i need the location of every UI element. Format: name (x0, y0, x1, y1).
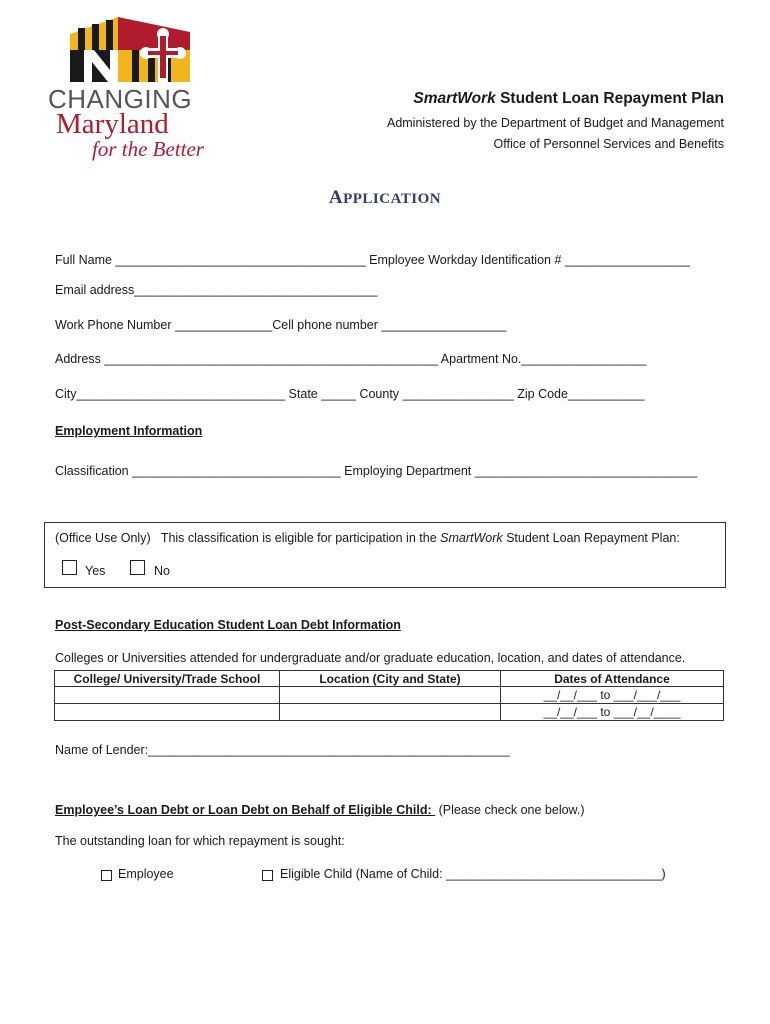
employee-label: Employee (118, 867, 174, 881)
table-row (55, 687, 724, 704)
classification-field[interactable]: Classification ______________________________ Employing Department ________________________________ (55, 464, 698, 478)
no-checkbox[interactable] (130, 560, 145, 578)
checkbox-icon (262, 870, 273, 881)
logo-changing-text: CHANGING (48, 84, 193, 114)
column-header-dates: Dates of Attendance (501, 671, 724, 687)
school-cell[interactable] (55, 704, 280, 721)
checkbox-icon (62, 560, 77, 575)
employment-heading: Employment Information (55, 424, 203, 438)
location-cell[interactable] (280, 704, 501, 721)
address-field[interactable]: Address ________________________________________________ Apartment No.__________________ (55, 352, 647, 366)
checkbox-icon (130, 560, 145, 575)
office-use-italic: SmartWork (440, 531, 503, 545)
checkbox-icon (101, 870, 112, 881)
application-heading (0, 187, 770, 209)
office-use-suffix: Student Loan Repayment Plan: (502, 531, 680, 545)
logo-maryland-text: Maryland (56, 108, 169, 140)
location-cell[interactable] (280, 687, 501, 704)
office-use-text (55, 531, 680, 545)
column-header-location: Location (City and State) (280, 671, 501, 687)
plan-title (413, 90, 724, 108)
employee-checkbox[interactable] (101, 868, 112, 886)
dates-cell[interactable]: __/__/___ to ___/__/____ (501, 704, 724, 721)
lender-field[interactable]: Name of Lender:____________________________________________________ (55, 743, 510, 757)
email-field[interactable]: Email address___________________________________ (55, 283, 378, 297)
eligible-child-checkbox[interactable] (262, 868, 273, 886)
logo-tagline-text: for the Better (92, 137, 204, 161)
maryland-flag-icon (48, 14, 228, 84)
plan-title-italic: SmartWork (413, 90, 496, 107)
column-header-school: College/ University/Trade School (55, 671, 280, 687)
school-cell[interactable] (55, 687, 280, 704)
no-label: No (154, 564, 170, 578)
application-heading-rest: PPLICATION (343, 191, 442, 207)
plan-subtitle-1: Administered by the Department of Budget and Management (386, 116, 724, 130)
application-heading-initial: A (328, 187, 344, 208)
loan-note: (Please check one below.) (435, 803, 585, 817)
plan-title-rest: Student Loan Repayment Plan (495, 90, 724, 107)
loan-heading-line (55, 803, 585, 817)
education-intro: Colleges or Universities attended for undergraduate and/or graduate education, location, and dates of attendance. (55, 651, 686, 665)
yes-checkbox[interactable] (62, 560, 77, 578)
loan-heading: Employee’s Loan Debt or Loan Debt on Behalf of Eligible Child: (55, 803, 436, 817)
table-row (55, 704, 724, 721)
city-state-zip-field[interactable]: City______________________________ State _____ County ________________ Zip Code___________ (55, 387, 645, 401)
yes-label: Yes (85, 564, 106, 578)
eligible-child-label: Eligible Child (Name of Child: _______________________________) (280, 867, 666, 881)
full-name-field[interactable]: Full Name ____________________________________ Employee Workday Identification # __________________ (55, 253, 691, 267)
education-heading: Post-Secondary Education Student Loan Debt Information (55, 618, 401, 632)
loan-sought-text: The outstanding loan for which repayment is sought: (55, 834, 345, 848)
office-use-prefix: (Office Use Only) This classification is eligible for participation in the (55, 531, 441, 545)
education-table (54, 670, 724, 721)
plan-subtitle-2: Office of Personnel Services and Benefits (493, 137, 724, 151)
dates-cell[interactable]: __/__/___ to ___/___/___ (501, 687, 724, 704)
table-header-row (55, 671, 724, 687)
phone-field[interactable]: Work Phone Number ______________Cell phone number __________________ (55, 318, 507, 332)
